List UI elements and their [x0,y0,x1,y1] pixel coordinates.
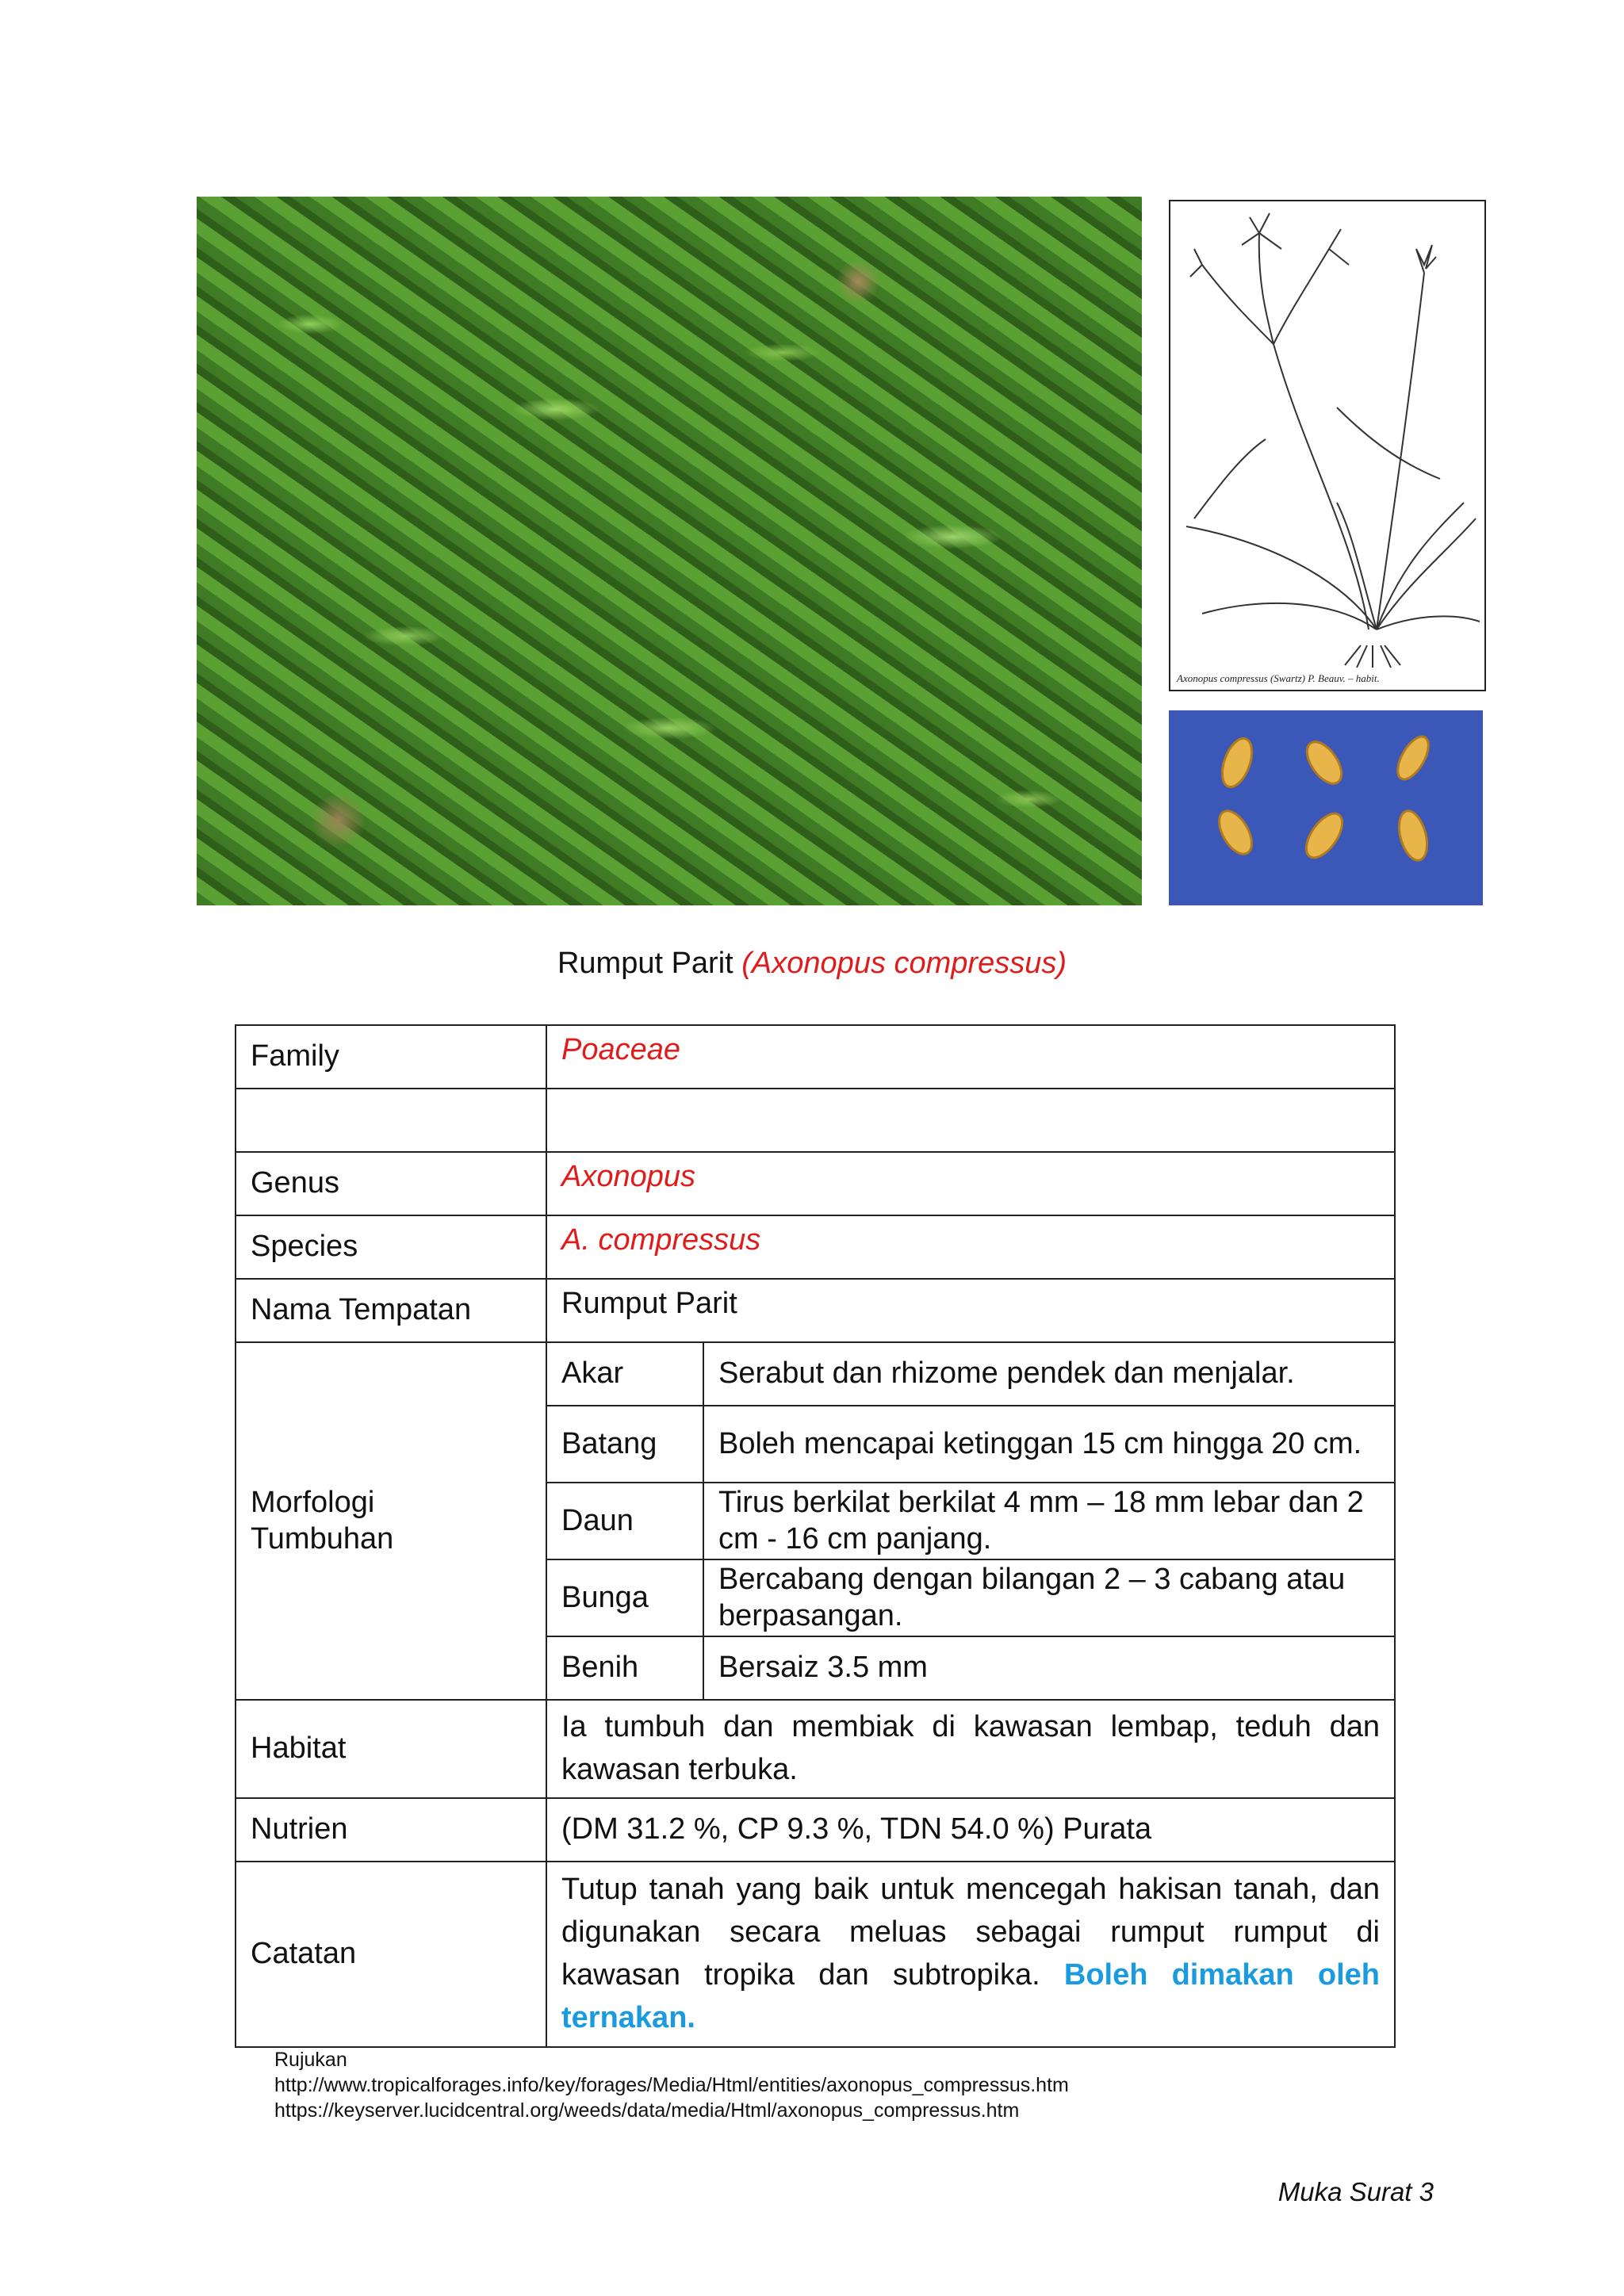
table-row [236,1700,1395,1798]
table-row [236,1089,1395,1152]
genus-label: Genus [236,1152,546,1215]
scientific-name: (Axonopus compressus) [741,947,1067,980]
table-row [236,1215,1395,1279]
habitat-label: Habitat [236,1700,546,1798]
species-label: Species [236,1215,546,1279]
references-title: Rujukan [274,2049,347,2071]
morph-part: Bunga [546,1559,703,1636]
reference-link[interactable]: http://www.tropicalforages.info/key/forages/Media/Html/entities/axonopus_compressus.htm [274,2074,1069,2096]
morph-desc: Boleh mencapai ketinggan 15 cm hingga 20 cm. [703,1406,1395,1483]
references [274,2047,1069,2123]
page-number: Muka Surat 3 [1277,2177,1434,2206]
morph-desc: Bersaiz 3.5 mm [703,1636,1395,1700]
table-row [236,1279,1395,1342]
habitat-value: Ia tumbuh dan membiak di kawasan lembap, teduh dan kawasan terbuka. [546,1700,1395,1798]
family-value: Poaceae [546,1025,1395,1089]
table-row [236,1025,1395,1089]
notes-label: Catatan [236,1862,546,2047]
reference-link[interactable]: https://keyserver.lucidcentral.org/weeds/data/media/Html/axonopus_compressus.htm [274,2099,1020,2122]
empty-cell [236,1089,546,1152]
morph-part: Benih [546,1636,703,1700]
notes-value: Tutup tanah yang baik untuk mencegah hakisan tanah, dan digunakan secara meluas sebagai rumput rumput di kawasan tropika dan subtropika. Boleh dimakan oleh ternakan. [546,1862,1395,2047]
local-name-label: Nama Tempatan [236,1279,546,1342]
table-row [236,1862,1395,2047]
nutrient-value: (DM 31.2 %, CP 9.3 %, TDN 54.0 %) Purata [546,1798,1395,1862]
morphology-label: Morfologi Tumbuhan [236,1342,546,1700]
morph-part: Akar [546,1342,703,1406]
plant-illustration [1170,201,1484,669]
table-row [236,1152,1395,1215]
morph-desc: Bercabang dengan bilangan 2 – 3 cabang atau berpasangan. [703,1559,1395,1636]
empty-cell [546,1089,1395,1152]
morph-part: Batang [546,1406,703,1483]
species-info-table [235,1024,1396,2048]
figure-caption [0,947,1624,981]
genus-value: Axonopus [546,1152,1395,1215]
nutrient-label: Nutrien [236,1798,546,1862]
morph-desc: Tirus berkilat berkilat 4 mm – 18 mm lebar dan 2 cm - 16 cm panjang. [703,1483,1395,1559]
notes-highlight: Boleh dimakan oleh ternakan. [561,1958,1380,2034]
local-name-value: Rumput Parit [546,1279,1395,1342]
drawing-caption: Axonopus compressus (Swartz) P. Beauv. – habit. [1177,672,1380,684]
botanical-drawing [1169,200,1486,691]
morph-desc: Serabut dan rhizome pendek dan menjalar. [703,1342,1395,1406]
table-row [236,1798,1395,1862]
grass-photo [197,197,1142,905]
seed-illustration [1169,710,1483,905]
seed-photo [1169,710,1483,905]
common-name: Rumput Parit [557,947,733,980]
family-label: Family [236,1025,546,1089]
morph-part: Daun [546,1483,703,1559]
species-value: A. compressus [546,1215,1395,1279]
morph-row [236,1342,1395,1406]
